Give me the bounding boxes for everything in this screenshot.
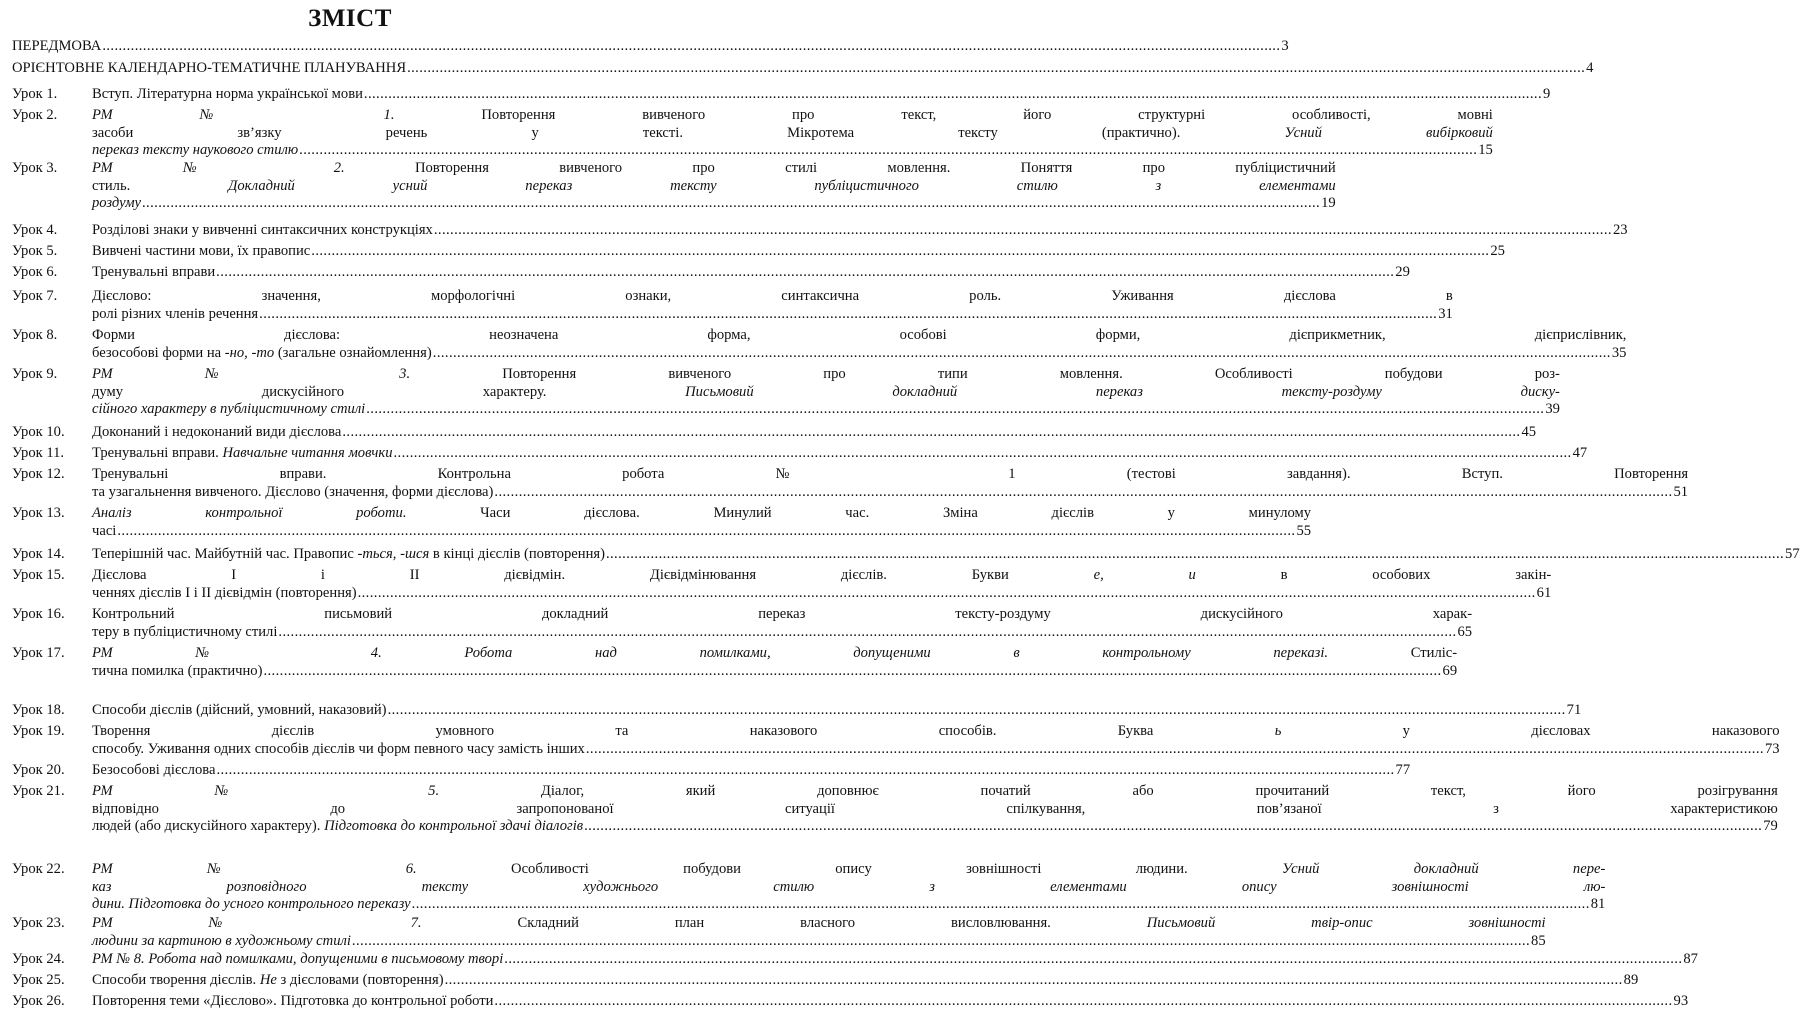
- page-number: 61: [1536, 584, 1552, 601]
- leader-dots: [358, 585, 1536, 603]
- text-segment: тична помилка (практично): [92, 662, 263, 679]
- toc-entry-last-line: [92, 546, 1800, 564]
- lesson-label: Урок 6.: [12, 264, 58, 280]
- lesson-entry: [12, 160, 1336, 213]
- entry-text: [92, 663, 262, 681]
- leader-dots: [216, 264, 1394, 282]
- leader-dots: [263, 663, 1441, 681]
- lesson-label: Урок 11.: [12, 445, 65, 461]
- page-number: 25: [1490, 243, 1505, 259]
- toc-entry-last-line: [92, 933, 1546, 951]
- entry-text: [92, 818, 583, 836]
- lesson-label: Урок 17.: [12, 645, 65, 661]
- toc-entry-last-line: [92, 264, 1410, 282]
- toc-entry-last-line: [92, 86, 1550, 104]
- leader-dots: [434, 222, 1612, 240]
- leader-dots: [102, 38, 1280, 56]
- page-number: 15: [1478, 142, 1493, 159]
- leader-dots: [364, 86, 1542, 104]
- leader-dots: [311, 243, 1489, 261]
- toc-entry-last-line: [92, 445, 1587, 463]
- lesson-label: Урок 21.: [12, 783, 65, 799]
- leader-dots: [342, 424, 1520, 442]
- text-segment: РМ № 2.: [92, 160, 345, 176]
- lesson-line: [92, 606, 1472, 624]
- text-segment: Повторення теми «Дієслово». Підготовка до контрольної роботи: [92, 993, 494, 1009]
- lesson-body: [92, 762, 1410, 780]
- lesson-body: [92, 424, 1536, 442]
- lesson-label: Урок 9.: [12, 366, 58, 382]
- lesson-label: Урок 16.: [12, 606, 65, 622]
- entry-text: [92, 264, 215, 282]
- lesson-line: [92, 879, 1605, 897]
- entry-text: [92, 523, 116, 541]
- leader-dots: [606, 546, 1784, 564]
- text-segment: часі: [92, 522, 117, 539]
- text-segment: Повторення вивченого про стилі мовлення. Поняття про публіцистичний: [344, 160, 1336, 176]
- leader-dots: [366, 401, 1544, 419]
- text-segment: в особових закін-: [1195, 567, 1552, 583]
- toc-entry-last-line: [92, 702, 1581, 720]
- text-segment: Усний вибірковий: [1284, 124, 1493, 141]
- text-segment: сійного характеру в публіцистичному стилі: [92, 401, 366, 418]
- text-segment: РМ № 3.: [92, 366, 411, 382]
- text-segment: Теперішній час. Майбутній час. Правопис: [92, 546, 358, 562]
- lesson-body: [92, 222, 1628, 240]
- leader-dots: [352, 933, 1530, 951]
- toc-entry-last-line: [92, 424, 1536, 442]
- lesson-entry: [12, 546, 1800, 564]
- lesson-label: Урок 12.: [12, 466, 65, 482]
- lesson-entry: [12, 723, 1780, 758]
- page-number: 19: [1321, 195, 1336, 212]
- leader-dots: [445, 972, 1623, 990]
- lesson-line: [92, 125, 1493, 143]
- lesson-body: [92, 567, 1551, 602]
- page-number: 57: [1785, 546, 1800, 562]
- text-segment: Навчальне читання мовчки: [222, 445, 393, 461]
- lesson-body: [92, 972, 1638, 990]
- toc-entry-last-line: [92, 222, 1628, 240]
- text-segment: відповідно до запропонованої ситуації спілкування, пов’язаної з характеристикою: [92, 800, 1778, 817]
- leader-dots: [259, 306, 1437, 324]
- text-segment: безособові форми на: [92, 344, 225, 361]
- text-segment: Тренувальні вправи. Контрольна робота № 1 (тестові завдання). Вступ. Повторення: [92, 466, 1689, 482]
- text-segment: е, и: [1093, 567, 1196, 583]
- text-segment: Аналіз контрольної роботи.: [92, 505, 407, 521]
- text-segment: в кінці дієслів (повторення): [429, 546, 605, 562]
- text-segment: Повторення вивченого про типи мовлення. Особливості побудови роз-: [410, 366, 1560, 382]
- leader-dots: [494, 484, 1672, 502]
- text-segment: Вивчені частини мови, їх правопис: [92, 243, 311, 259]
- lesson-entry: [12, 783, 1778, 836]
- lesson-label: Урок 19.: [12, 723, 65, 739]
- leader-dots: [433, 345, 1611, 363]
- lesson-label: Урок 25.: [12, 972, 65, 988]
- text-segment: ченнях дієслів I і II дієвідмін (повторення): [92, 584, 357, 601]
- entry-text: [92, 972, 444, 990]
- entry-text: [92, 933, 351, 951]
- page-number: 77: [1395, 762, 1411, 778]
- text-segment: ролі різних членів речення: [92, 305, 259, 322]
- lesson-line: [92, 384, 1560, 402]
- page-number: 35: [1611, 344, 1627, 361]
- lesson-body: [92, 915, 1546, 950]
- text-segment: Доконаний і недоконаний види дієслова: [92, 424, 342, 440]
- leader-dots: [586, 741, 1764, 759]
- lesson-body: [92, 606, 1472, 641]
- lesson-line: [92, 645, 1457, 663]
- lesson-label: Урок 18.: [12, 702, 65, 718]
- toc-entry-last-line: [92, 951, 1698, 969]
- toc-entry-last-line: [92, 663, 1457, 681]
- lesson-entry: [12, 445, 1588, 463]
- entry-text: [92, 445, 393, 463]
- lesson-entry: [12, 222, 1628, 240]
- leader-dots: [412, 896, 1590, 914]
- toc-entry-last-line: [92, 818, 1778, 836]
- toc-entry-last-line: [92, 345, 1626, 363]
- page-title: ЗМІСТ: [308, 5, 392, 32]
- leader-dots: [388, 702, 1566, 720]
- entry-text: [92, 424, 341, 442]
- text-segment: Способи дієслів (дійсний, умовний, наказовий): [92, 702, 387, 718]
- lesson-body: [92, 861, 1605, 914]
- page-number: 89: [1623, 972, 1639, 988]
- text-segment: роздуму: [92, 195, 141, 212]
- page-number: 4: [1586, 59, 1594, 76]
- toc-entry-last-line: [92, 896, 1605, 914]
- lesson-body: [92, 546, 1800, 564]
- lesson-label: Урок 8.: [12, 327, 58, 343]
- text-segment: людини за картиною в художньому стилі: [92, 932, 351, 949]
- page-number: 93: [1673, 993, 1689, 1009]
- lesson-line: [92, 861, 1605, 879]
- lesson-entry: [12, 466, 1689, 501]
- lesson-line: [92, 327, 1626, 345]
- entry-text: [92, 243, 310, 261]
- page-number: 31: [1438, 305, 1453, 322]
- lesson-body: [92, 107, 1493, 160]
- text-segment: переказ тексту наукового стилю: [92, 142, 299, 159]
- text-segment: (загальне ознайомлення): [274, 344, 432, 361]
- lesson-body: [92, 86, 1550, 104]
- lesson-entry: [12, 243, 1505, 261]
- lesson-label: Урок 10.: [12, 424, 65, 440]
- lesson-body: [92, 288, 1453, 323]
- lesson-label: Урок 5.: [12, 243, 58, 259]
- text-segment: Безособові дієслова: [92, 762, 216, 778]
- lesson-label: Урок 24.: [12, 951, 65, 967]
- text-segment: Вступ. Літературна норма української мови: [92, 86, 363, 102]
- text-segment: РМ № 7.: [92, 915, 422, 931]
- entry-text: [92, 306, 258, 324]
- lesson-body: [92, 645, 1457, 680]
- text-segment: Повторення вивченого про текст, його структурні особливості, мовні: [394, 107, 1493, 123]
- lesson-entry: [12, 567, 1552, 602]
- entry-text: [92, 585, 357, 603]
- text-segment: людей (або дискусійного характеру).: [92, 818, 325, 835]
- entry-text: [92, 86, 363, 104]
- text-segment: та узагальнення вивченого. Дієслово (значення, форми дієслова): [92, 483, 494, 500]
- lesson-label: Урок 26.: [12, 993, 65, 1009]
- lesson-entry: [12, 424, 1537, 442]
- toc-entry-line: [12, 38, 1289, 56]
- toc-entry-last-line: [92, 195, 1336, 213]
- lesson-line: [92, 505, 1311, 523]
- lesson-line: [92, 288, 1453, 306]
- lesson-body: [92, 327, 1626, 362]
- leader-dots: [394, 445, 1572, 463]
- text-segment: Розділові знаки у вивченні синтаксичних конструкціях: [92, 222, 433, 238]
- lesson-entry: [12, 606, 1473, 641]
- leader-dots: [494, 993, 1672, 1011]
- entry-text: [92, 345, 432, 363]
- lesson-line: [92, 160, 1336, 178]
- text-segment: -ться, -шся: [357, 546, 430, 562]
- toc-entry-last-line: [92, 484, 1688, 502]
- lesson-entry: [12, 951, 1698, 969]
- toc-entry-last-line: [92, 762, 1410, 780]
- leader-dots: [278, 624, 1456, 642]
- text-segment: Стиліс-: [1328, 645, 1458, 661]
- lesson-body: [92, 723, 1780, 758]
- page-number: 73: [1764, 740, 1780, 757]
- lesson-entry: [12, 288, 1453, 323]
- lesson-entry: [12, 993, 1689, 1011]
- page-number: 69: [1442, 662, 1458, 679]
- page-number: 47: [1572, 445, 1588, 461]
- lesson-line: [92, 567, 1551, 585]
- text-segment: Письмовий твір-опис зовнішності: [1146, 915, 1546, 931]
- toc-entry-last-line: [92, 624, 1472, 642]
- lesson-line: [92, 915, 1546, 933]
- text-segment: Складний план власного висловлювання.: [421, 915, 1147, 931]
- entry-text: ОРІЄНТОВНЕ КАЛЕНДАРНО-ТЕМАТИЧНЕ ПЛАНУВАННЯ: [12, 59, 407, 76]
- lesson-entry: [12, 915, 1546, 950]
- lesson-label: Урок 4.: [12, 222, 58, 238]
- text-segment: Тренувальні вправи: [92, 264, 216, 280]
- lesson-line: [92, 366, 1560, 384]
- lesson-label: Урок 15.: [12, 567, 65, 583]
- entry-text: [92, 896, 411, 914]
- entry-text: [92, 484, 493, 502]
- text-segment: засоби зв’язку речень у тексті. Мікротема тексту (практично).: [92, 124, 1285, 141]
- page-number: 87: [1683, 951, 1698, 967]
- lesson-entry: [12, 702, 1582, 720]
- lesson-body: [92, 160, 1336, 213]
- text-segment: у дієсловах наказового: [1281, 723, 1780, 739]
- lesson-entry: [12, 366, 1560, 419]
- text-segment: РМ № 1.: [92, 107, 395, 123]
- entry-text: [92, 142, 298, 160]
- text-segment: дини. Підготовка до усного контрольного переказу: [92, 896, 411, 913]
- entry-text: [92, 741, 585, 759]
- lesson-body: [92, 366, 1560, 419]
- entry-text: [92, 762, 215, 780]
- lesson-body: [92, 264, 1410, 282]
- lesson-entry: [12, 861, 1606, 914]
- lesson-body: [92, 783, 1778, 836]
- lesson-label: Урок 3.: [12, 160, 58, 176]
- lesson-body: [92, 993, 1688, 1011]
- entry-text: [92, 951, 503, 969]
- page-number: 55: [1296, 522, 1312, 539]
- lesson-line: [92, 801, 1778, 819]
- page-number: 85: [1531, 932, 1546, 949]
- text-segment: каз розповідного тексту художнього стилю з елементами опису зовнішності лю-: [92, 878, 1606, 895]
- text-segment: з дієсловами (повторення): [276, 972, 444, 988]
- lesson-label: Урок 14.: [12, 546, 65, 562]
- entry-text: [92, 546, 605, 564]
- leader-dots: [504, 951, 1682, 969]
- front-matter: [12, 38, 1594, 81]
- entry-text: ПЕРЕДМОВА: [12, 38, 102, 54]
- text-segment: Контрольний письмовий докладний переказ тексту-роздуму дискусійного харак-: [92, 606, 1473, 622]
- text-segment: Письмовий докладний переказ тексту-роздуму диску-: [685, 383, 1560, 400]
- page-number: 9: [1543, 86, 1551, 102]
- lesson-label: Урок 7.: [12, 288, 58, 304]
- leader-dots: [407, 60, 1585, 78]
- page-number: 3: [1281, 38, 1289, 54]
- leader-dots: [216, 762, 1394, 780]
- text-segment: РМ № 5.: [92, 783, 440, 799]
- lesson-line: [92, 783, 1778, 801]
- toc-entry-last-line: [92, 585, 1551, 603]
- lesson-entry: [12, 264, 1410, 282]
- leader-dots: [117, 523, 1295, 541]
- toc-entry-last-line: [92, 306, 1453, 324]
- lesson-line: [92, 178, 1336, 196]
- text-segment: ь: [1274, 723, 1282, 739]
- text-segment: Не: [259, 972, 277, 988]
- page-number: 23: [1612, 222, 1628, 238]
- toc-entry: [12, 38, 1289, 56]
- toc-entry-last-line: [92, 243, 1505, 261]
- entry-text: [92, 222, 433, 240]
- text-segment: РМ № 4. Робота над помилками, допущеними в контрольному переказі.: [92, 645, 1329, 661]
- text-segment: Діалог, який доповнює початий або прочитаний текст, його розігрування: [439, 783, 1778, 799]
- lesson-label: Урок 1.: [12, 86, 58, 102]
- text-segment: Творення дієслів умовного та наказового способів. Буква: [92, 723, 1275, 739]
- text-segment: Дієслова I і II дієвідмін. Дієвідмінювання дієслів. Букви: [92, 567, 1094, 583]
- lesson-entry: [12, 86, 1551, 104]
- lesson-label: Урок 2.: [12, 107, 58, 123]
- leader-dots: [142, 195, 1320, 213]
- lesson-label: Урок 13.: [12, 505, 65, 521]
- toc-entry-last-line: [92, 972, 1638, 990]
- text-segment: Докладний усний переказ тексту публіцистичного стилю з елементами: [228, 177, 1336, 194]
- toc-entry-last-line: [92, 993, 1688, 1011]
- text-segment: РМ № 8. Робота над помилками, допущеними в письмовому творі: [92, 951, 504, 967]
- toc-entry-last-line: [92, 523, 1311, 541]
- text-segment: стиль.: [92, 177, 229, 194]
- text-segment: Особливості побудови опису зовнішності людини.: [416, 861, 1282, 877]
- text-segment: -но, -то: [224, 344, 275, 361]
- page-number: 29: [1395, 264, 1410, 280]
- text-segment: Дієслово: значення, морфологічні ознаки, синтаксична роль. Уживання дієслова в: [92, 288, 1453, 304]
- page-number: 65: [1457, 623, 1473, 640]
- lesson-entry: [12, 972, 1639, 990]
- lesson-body: [92, 951, 1698, 969]
- entry-text: [92, 702, 387, 720]
- lesson-body: [92, 243, 1505, 261]
- text-segment: РМ № 6.: [92, 861, 417, 877]
- text-segment: Часи дієслова. Минулий час. Зміна дієслів у минулому: [406, 505, 1312, 521]
- entry-text: [92, 195, 141, 213]
- lesson-label: Урок 20.: [12, 762, 65, 778]
- entry-text: [92, 624, 277, 642]
- page-number: 39: [1545, 401, 1560, 418]
- lesson-entry: [12, 645, 1458, 680]
- page-number: 45: [1521, 424, 1537, 440]
- toc-entry: [12, 59, 1594, 78]
- lesson-body: [92, 702, 1581, 720]
- text-segment: Форми дієслова: неозначена форма, особові форми, дієприкметник, дієприслівник,: [92, 327, 1627, 343]
- leader-dots: [299, 142, 1477, 160]
- lesson-label: Урок 22.: [12, 861, 65, 877]
- lesson-label: Урок 23.: [12, 915, 65, 931]
- text-segment: Підготовка до контрольної здачі діалогів: [324, 818, 584, 835]
- text-segment: Способи творення дієслів.: [92, 972, 260, 988]
- entry-text: [92, 993, 493, 1011]
- lesson-entry: [12, 107, 1493, 160]
- lesson-body: [92, 466, 1688, 501]
- entry-text: [92, 401, 365, 419]
- text-segment: теру в публіцистичному стилі: [92, 623, 278, 640]
- page-number: 71: [1566, 702, 1582, 718]
- text-segment: думу дискусійного характеру.: [92, 383, 686, 400]
- text-segment: Тренувальні вправи.: [92, 445, 223, 461]
- lesson-entry: [12, 327, 1627, 362]
- lesson-line: [92, 723, 1780, 741]
- leader-dots: [584, 818, 1762, 836]
- lesson-body: [92, 505, 1311, 540]
- page-number: 79: [1763, 818, 1778, 835]
- lesson-line: [92, 466, 1688, 484]
- toc-entry-last-line: [92, 401, 1560, 419]
- lesson-entry: [12, 505, 1312, 540]
- lesson-entry: [12, 762, 1411, 780]
- toc-entry-line: [12, 59, 1594, 78]
- lesson-body: [92, 445, 1587, 463]
- page-number: 51: [1673, 483, 1689, 500]
- text-segment: способу. Уживання одних способів дієслів чи форм певного часу замість інших: [92, 740, 585, 757]
- text-segment: Усний докладний пере-: [1282, 861, 1606, 877]
- toc-entry-last-line: [92, 142, 1493, 160]
- page-number: 81: [1590, 896, 1606, 913]
- toc-entry-last-line: [92, 741, 1780, 759]
- lesson-line: [92, 107, 1493, 125]
